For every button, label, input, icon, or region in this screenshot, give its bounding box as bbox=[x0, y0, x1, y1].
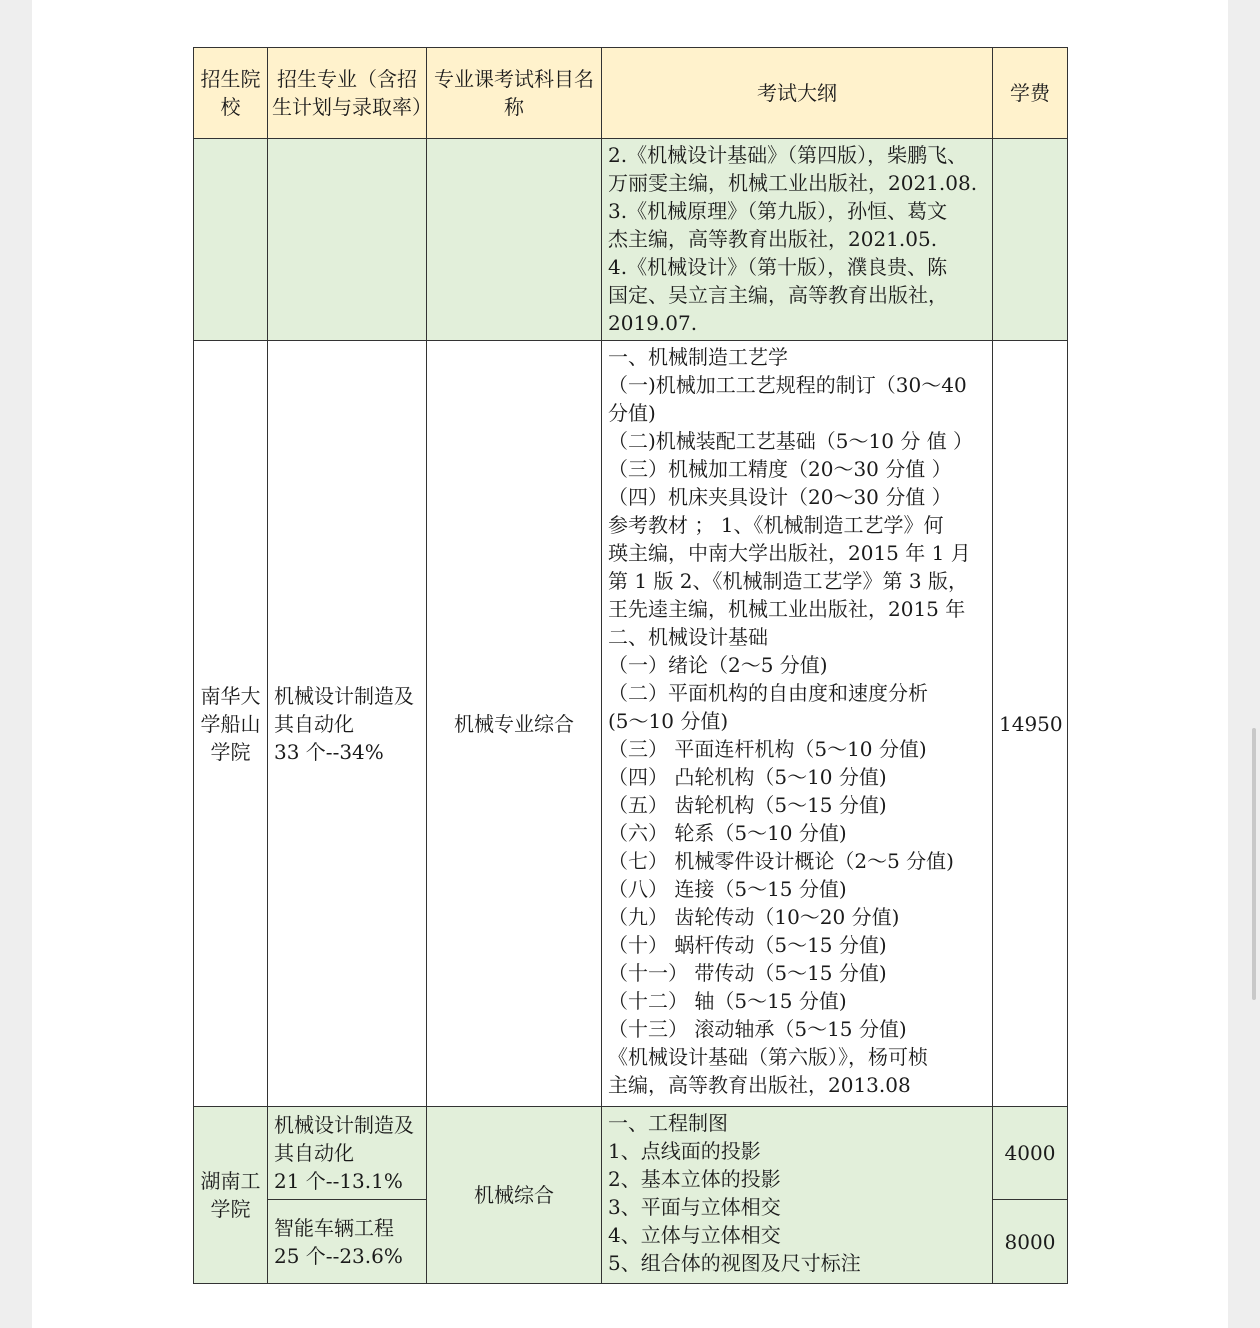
admissions-table bbox=[193, 47, 1068, 1284]
prev-outline-cell bbox=[602, 139, 993, 341]
hunan-school: 湖南工学院 bbox=[194, 1107, 268, 1284]
outline-line: 国定、吴立言主编，高等教育出版社， bbox=[608, 283, 948, 307]
header-subject: 专业课考试科目名称 bbox=[427, 48, 602, 139]
major-plan: 25 个--23.6% bbox=[274, 1243, 403, 1268]
outline-line: （四）机床夹具设计（20～30 分值 ） bbox=[608, 485, 952, 509]
outline-line: 4.《机械设计》（第十版），濮良贵、陈 bbox=[608, 255, 948, 279]
table-row-nanhua bbox=[194, 341, 1068, 1107]
outline-line: 瑛主编，中南大学出版社，2015 年 1 月 bbox=[608, 541, 971, 565]
header-outline: 考试大纲 bbox=[602, 48, 993, 139]
outline-line: （十） 蜗杆传动（5～15 分值) bbox=[608, 933, 887, 957]
outline-line: 参考教材 ； 1、《机械制造工艺学》何 bbox=[608, 513, 944, 537]
prev-fee-cell bbox=[993, 139, 1068, 341]
outline-line: 分值) bbox=[608, 401, 656, 425]
outline-line: 万丽雯主编，机械工业出版社，2021.08. bbox=[608, 171, 978, 195]
table-row-previous bbox=[194, 139, 1068, 341]
nanhua-school: 南华大学船山学院 bbox=[194, 341, 268, 1107]
hunan-subject: 机械综合 bbox=[427, 1107, 602, 1284]
prev-major-cell bbox=[268, 139, 427, 341]
outline-heading: 一、机械制造工艺学 bbox=[608, 345, 788, 369]
outline-line: （四） 凸轮机构（5～10 分值) bbox=[608, 765, 887, 789]
outline-line: 《机械设计基础（第六版）》，杨可桢 bbox=[608, 1045, 928, 1069]
prev-subject-cell bbox=[427, 139, 602, 341]
outline-line: （十二） 轴（5～15 分值) bbox=[608, 989, 847, 1013]
outline-line: 王先逵主编，机械工业出版社，2015 年 bbox=[608, 597, 966, 621]
outline-line: （一)机械加工工艺规程的制订（30～40 bbox=[608, 373, 967, 397]
hunan-outline-cell bbox=[602, 1107, 993, 1284]
outline-line: （九） 齿轮传动（10～20 分值) bbox=[608, 905, 900, 929]
header-fee: 学费 bbox=[993, 48, 1068, 139]
outline-line: 杰主编，高等教育出版社，2021.05. bbox=[608, 227, 938, 251]
outline-line: 2、基本立体的投影 bbox=[608, 1167, 781, 1191]
prev-school-cell bbox=[194, 139, 268, 341]
outline-line: （十三） 滚动轴承（5～15 分值) bbox=[608, 1017, 907, 1041]
nanhua-major-cell bbox=[268, 341, 427, 1107]
hunan-fee-2: 8000 bbox=[993, 1200, 1068, 1284]
table-row-hunan-1 bbox=[194, 1107, 1068, 1200]
outline-line: 3、平面与立体相交 bbox=[608, 1195, 781, 1219]
outline-line: （八） 连接（5～15 分值) bbox=[608, 877, 847, 901]
major-name: 机械设计制造及其自动化 bbox=[274, 1113, 414, 1165]
outline-line: （二）平面机构的自由度和速度分析 bbox=[608, 681, 928, 705]
major-name: 智能车辆工程 bbox=[274, 1215, 394, 1240]
scrollbar-thumb[interactable] bbox=[1252, 728, 1256, 1000]
document-page bbox=[32, 0, 1228, 1328]
outline-line: 4、立体与立体相交 bbox=[608, 1223, 781, 1247]
outline-line: （七） 机械零件设计概论（2～5 分值) bbox=[608, 849, 954, 873]
outline-line: 5、组合体的视图及尺寸标注 bbox=[608, 1251, 861, 1275]
major-plan: 21 个--13.1% bbox=[274, 1169, 403, 1193]
nanhua-fee: 14950 bbox=[993, 341, 1068, 1107]
outline-line: （一）绪论（2～5 分值) bbox=[608, 653, 828, 677]
outline-line: （二)机械装配工艺基础（5～10 分 值 ） bbox=[608, 429, 974, 453]
outline-line: 第 1 版 2、《机械制造工艺学》第 3 版， bbox=[608, 569, 968, 593]
nanhua-outline-cell bbox=[602, 341, 993, 1107]
outline-line: 主编，高等教育出版社，2013.08 bbox=[608, 1073, 911, 1097]
outline-line: （六） 轮系（5～10 分值) bbox=[608, 821, 847, 845]
outline-heading: 一、工程制图 bbox=[608, 1111, 728, 1135]
outline-line: 2.《机械设计基础》（第四版），柴鹏飞、 bbox=[608, 143, 968, 167]
hunan-fee-1: 4000 bbox=[993, 1107, 1068, 1200]
header-row bbox=[194, 48, 1068, 139]
header-school: 招生院校 bbox=[194, 48, 268, 139]
outline-line: （十一） 带传动（5～15 分值) bbox=[608, 961, 887, 985]
outline-line: 3.《机械原理》（第九版），孙恒、葛文 bbox=[608, 199, 948, 223]
outline-line: 2019.07. bbox=[608, 311, 698, 335]
outline-line: （三）机械加工精度（20～30 分值 ） bbox=[608, 457, 952, 481]
outline-line: 1、点线面的投影 bbox=[608, 1139, 761, 1163]
outline-line: (5～10 分值) bbox=[608, 709, 729, 733]
major-name: 机械设计制造及其自动化 bbox=[274, 683, 414, 736]
outline-line: （三） 平面连杆机构（5～10 分值) bbox=[608, 737, 927, 761]
nanhua-subject: 机械专业综合 bbox=[427, 341, 602, 1107]
hunan-major-cell-2 bbox=[268, 1200, 427, 1284]
outline-line: （五） 齿轮机构（5～15 分值) bbox=[608, 793, 887, 817]
major-plan: 33 个--34% bbox=[274, 739, 384, 764]
header-major: 招生专业（含招生计划与录取率） bbox=[268, 48, 427, 139]
outline-heading: 二、机械设计基础 bbox=[608, 625, 768, 649]
hunan-major-cell-1 bbox=[268, 1107, 427, 1200]
